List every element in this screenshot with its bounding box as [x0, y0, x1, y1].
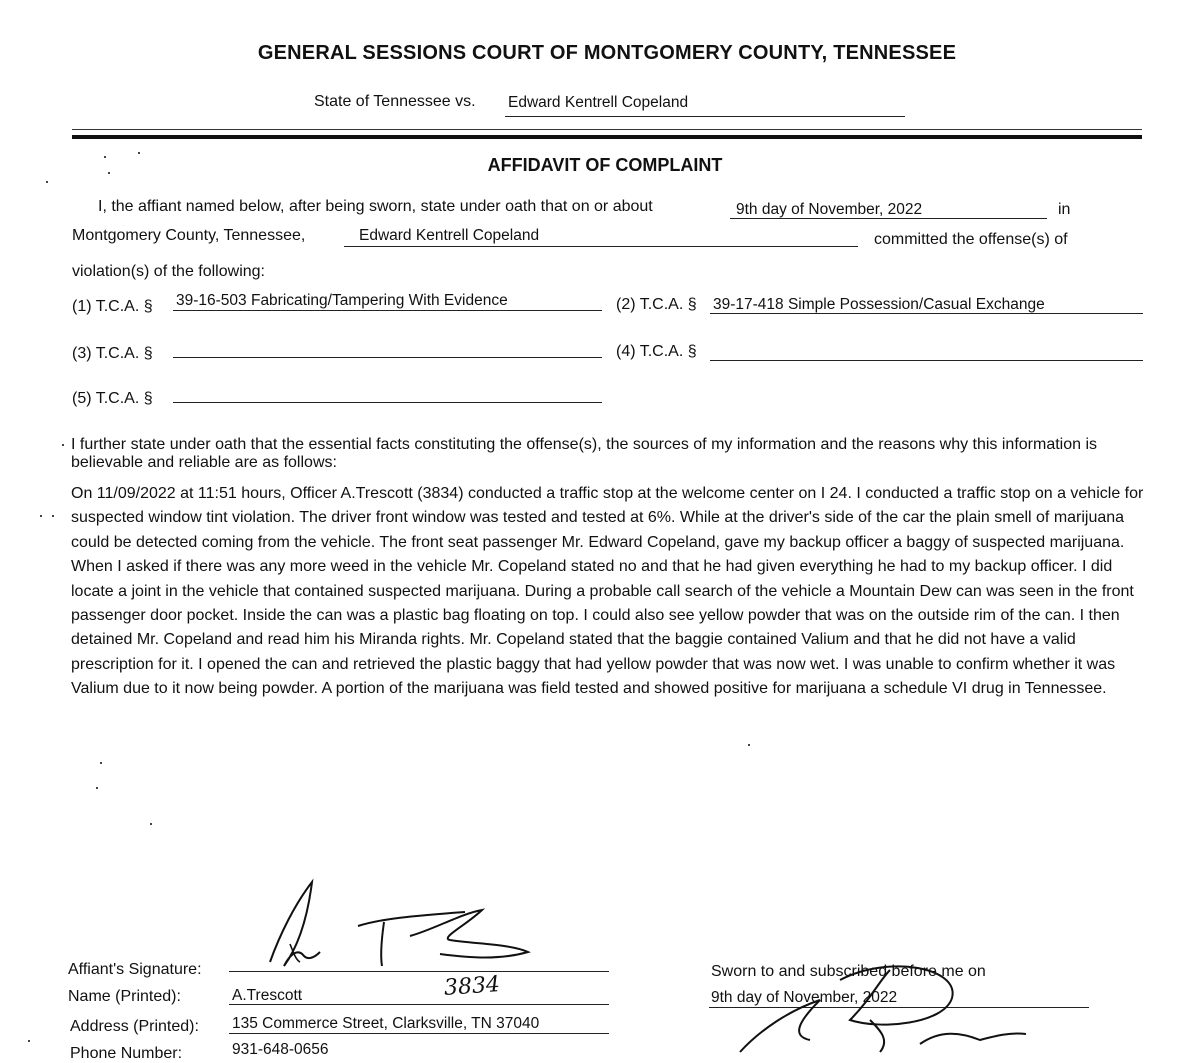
affiant-address: 135 Commerce Street, Clarksville, TN 37040: [232, 1015, 540, 1032]
scan-speck: [52, 515, 54, 517]
affiant-address-label: Address (Printed):: [70, 1018, 199, 1035]
statement-committed: committed the offense(s) of: [874, 231, 1068, 248]
affiant-name-line: [229, 1004, 609, 1005]
charge-1-line: [173, 310, 602, 311]
header-rule: [72, 135, 1142, 139]
facts-intro: I further state under oath that the essential facts constituting the offense(s), the sources of my information and the reasons why this information is believable and reliable are as follows:: [71, 436, 1098, 471]
scan-speck: [46, 181, 48, 183]
scan-speck: [28, 1040, 30, 1042]
case-prefix: State of Tennessee vs.: [314, 93, 476, 110]
offense-date: 9th day of November, 2022: [736, 201, 923, 218]
sworn-date: 9th day of November, 2022: [711, 989, 898, 1006]
charge-4-line: [710, 360, 1143, 361]
charge-2-label: (2) T.C.A. §: [616, 296, 697, 313]
court-title: GENERAL SESSIONS COURT OF MONTGOMERY COUNTY, TENNESSEE: [257, 42, 957, 64]
affiant-name: A.Trescott: [232, 987, 303, 1004]
scan-speck: [748, 744, 750, 746]
charge-1-label: (1) T.C.A. §: [72, 298, 153, 315]
header-rule-thin: [72, 129, 1142, 130]
charge-2-line: [710, 313, 1143, 314]
scan-speck: [104, 156, 106, 158]
charge-5-label: (5) T.C.A. §: [72, 390, 153, 407]
statement-defendant: Edward Kentrell Copeland: [359, 227, 540, 244]
scan-speck: [100, 762, 102, 764]
affiant-badge-handwritten: 3834: [443, 972, 501, 1001]
notary-signature: [730, 960, 1030, 1054]
scan-speck: [150, 823, 152, 825]
charge-3-label: (3) T.C.A. §: [72, 345, 153, 362]
affiant-signature: [260, 874, 540, 974]
affiant-signature-label: Affiant's Signature:: [68, 961, 202, 978]
charge-1-value: 39-16-503 Fabricating/Tampering With Evidence: [176, 292, 508, 309]
scan-speck: [62, 444, 64, 446]
offense-date-line: [730, 218, 1047, 219]
case-defendant: Edward Kentrell Copeland: [508, 94, 689, 111]
statement-violations: violation(s) of the following:: [72, 263, 265, 280]
scan-speck: [96, 787, 98, 789]
scan-speck: [138, 152, 140, 154]
affiant-name-label: Name (Printed):: [68, 988, 181, 1005]
facts-narrative: On 11/09/2022 at 11:51 hours, Officer A.Trescott (3834) conducted a traffic stop at the welcome center on I 24. I conducted a traffic stop on a vehicle for suspected window tint violation. The driver front window was tested and tested at 6%. While at the driver's side of the car the plain smell of marijuana could be detected coming from the vehicle. The front seat passenger Mr. Edward Copeland, gave my backup officer a baggy of suspected marijuana. When I asked if there was any more weed in the vehicle Mr. Copeland stated no and that he had given everything he had to my backup officer. I did locate a joint in the vehicle that contained suspected marijuana. During a probable call search of the vehicle a Mountain Dew can was seen in the front passenger door pocket. Inside the can was a plastic bag floating on top. I could also see yellow powder that was on the outside rim of the can. I then detained Mr. Copeland and read him his Miranda rights. Mr. Copeland stated that the baggie contained Valium and that he did not have a valid prescription for it. I opened the can and retrieved the plastic baggy that had yellow powder that was now wet. I was unable to confirm whether it was Valium due to it now being powder. A portion of the marijuana was field tested and showed positive for marijuana a schedule VI drug in Tennessee.: [71, 485, 1144, 698]
scan-speck: [40, 515, 42, 517]
charge-5-line: [173, 402, 602, 403]
affiant-phone-label: Phone Number:: [70, 1045, 183, 1062]
statement-in: in: [1058, 201, 1071, 218]
affidavit-title: AFFIDAVIT OF COMPLAINT: [487, 155, 723, 175]
charge-2-value: 39-17-418 Simple Possession/Casual Exchange: [713, 296, 1045, 313]
statement-county: Montgomery County, Tennessee,: [72, 227, 306, 244]
charge-4-label: (4) T.C.A. §: [616, 343, 697, 360]
statement-defendant-line: [344, 246, 858, 247]
statement-line1: I, the affiant named below, after being sworn, state under oath that on or about: [98, 198, 653, 215]
sworn-label: Sworn to and subscribed before me on: [711, 963, 986, 980]
affiant-phone: 931-648-0656: [232, 1041, 329, 1058]
case-defendant-line: [505, 116, 905, 117]
scan-speck: [108, 172, 110, 174]
charge-3-line: [173, 357, 602, 358]
affiant-address-line: [229, 1033, 609, 1034]
